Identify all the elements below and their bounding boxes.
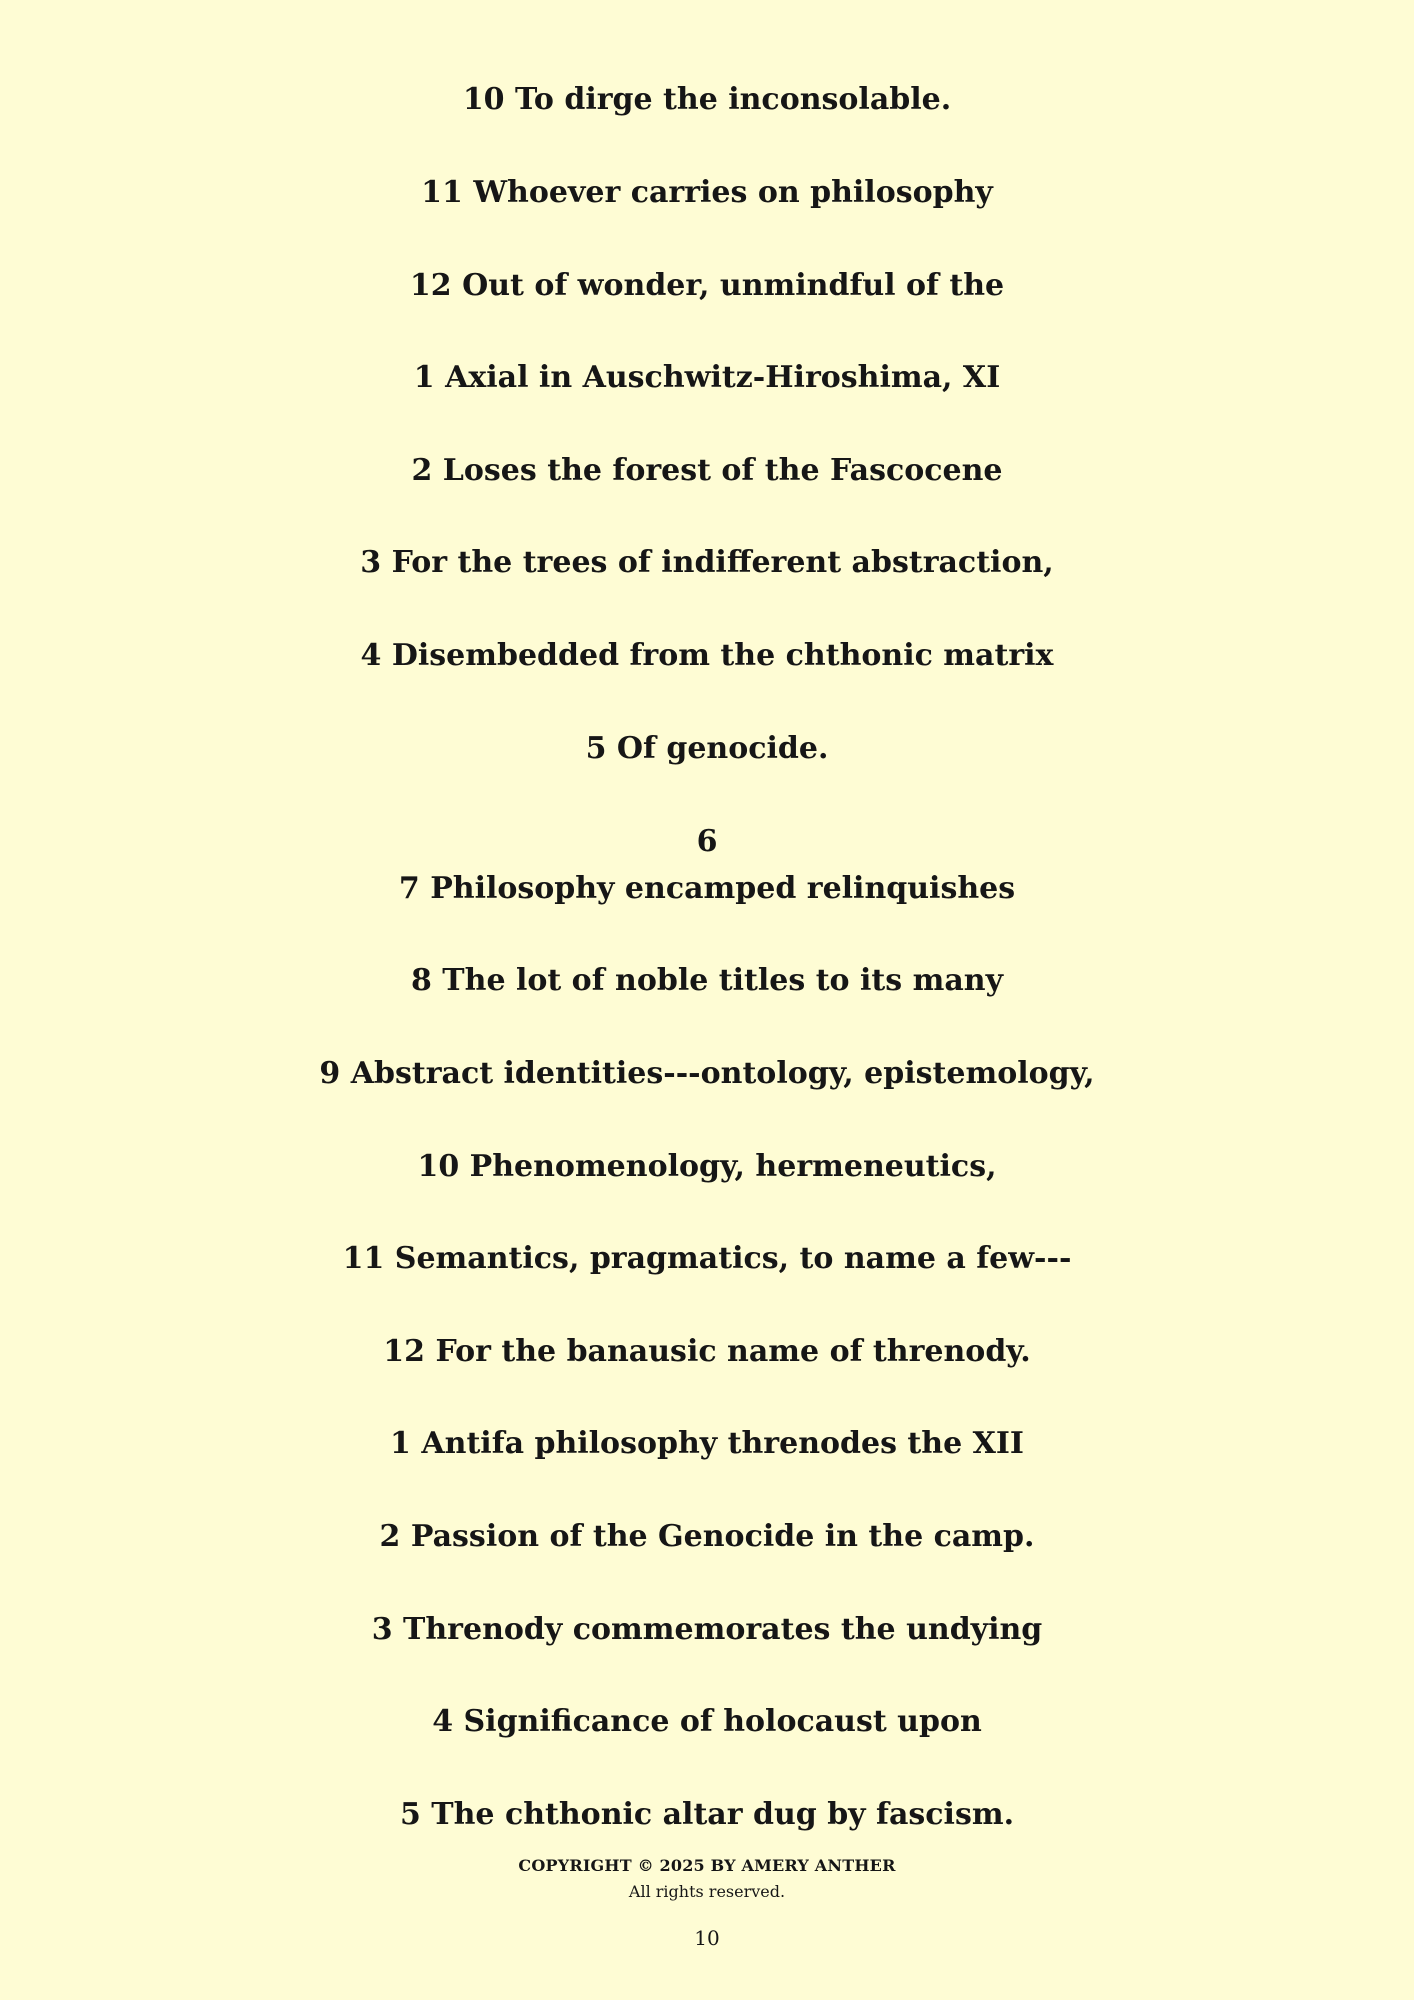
verse-line: 11 Semantics, pragmatics, to name a few--- — [342, 1241, 1072, 1276]
rights-reserved: All rights reserved. — [628, 1882, 786, 1901]
verse-line: 7 Philosophy encamped relinquishes — [398, 871, 1016, 906]
verse-line: 2 Passion of the Genocide in the camp. — [379, 1519, 1035, 1554]
verse-line: 3 Threnody commemorates the undying — [371, 1612, 1043, 1647]
verse-line: 1 Axial in Auschwitz-Hiroshima, XI — [413, 360, 1001, 395]
verse-line-number: 6 — [696, 824, 718, 859]
verse-line: 9 Abstract identities---ontology, epistemology, — [319, 1056, 1095, 1091]
verse-line: 12 For the banausic name of threnody. — [383, 1334, 1031, 1369]
copyright-notice: COPYRIGHT © 2025 BY AMERY ANTHER — [518, 1856, 896, 1875]
verse-line: 2 Loses the forest of the Fascocene — [411, 453, 1003, 488]
verse-line: 11 Whoever carries on philosophy — [421, 175, 993, 210]
verse-line: 4 Significance of holocaust upon — [432, 1704, 982, 1739]
verse-line: 10 To dirge the inconsolable. — [462, 82, 952, 117]
verse-line: 3 For the trees of indifferent abstraction, — [360, 545, 1054, 580]
verse-line: 10 Phenomenology, hermeneutics, — [417, 1149, 997, 1184]
page-number: 10 — [694, 1926, 720, 1950]
verse-line: 5 Of genocide. — [585, 731, 829, 766]
verse-line: 1 Antifa philosophy threnodes the XII — [390, 1426, 1024, 1461]
verse-line: 12 Out of wonder, unmindful of the — [409, 268, 1005, 303]
verse-line: 5 The chthonic altar dug by fascism. — [399, 1797, 1015, 1832]
verse-line: 4 Disembedded from the chthonic matrix — [360, 638, 1054, 673]
verse-line: 8 The lot of noble titles to its many — [410, 963, 1004, 998]
